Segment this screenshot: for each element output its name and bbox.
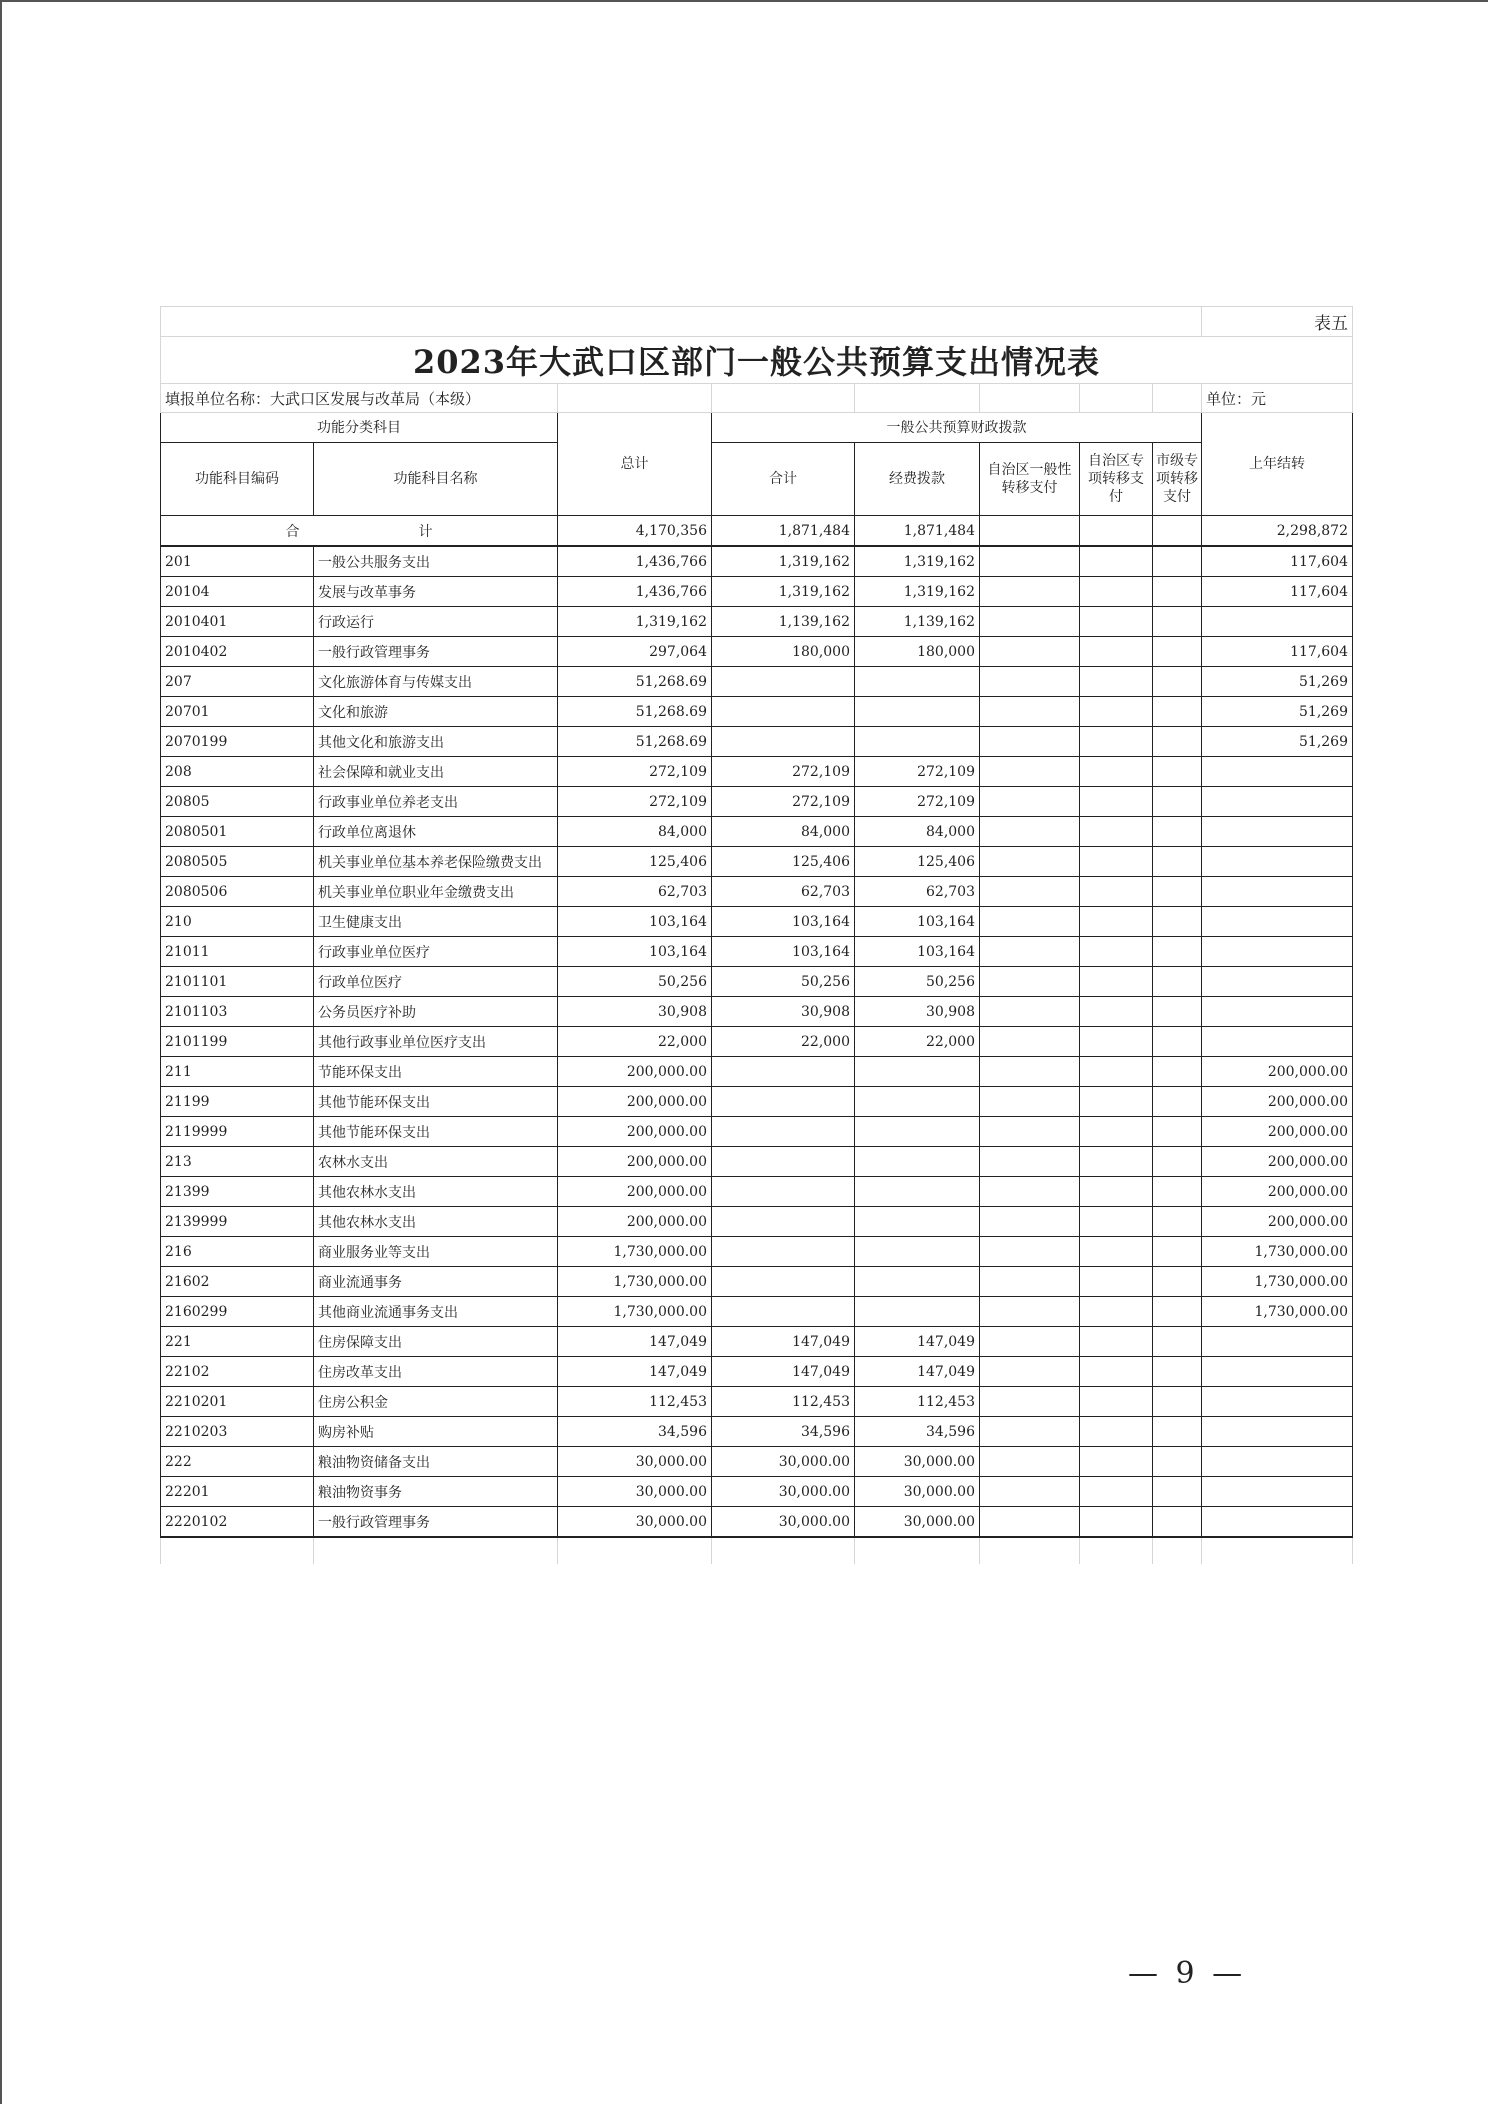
cell-funds: [855, 1087, 980, 1117]
cell-name: 其他行政事业单位医疗支出: [314, 1027, 558, 1057]
cell-total: 51,268.69: [558, 697, 712, 727]
cell-name: 发展与改革事务: [314, 577, 558, 607]
cell-total: 51,268.69: [558, 667, 712, 697]
unit-row: [161, 384, 1353, 413]
cell-code: 20805: [161, 787, 314, 817]
cell-sum: [712, 1297, 855, 1327]
cell-carryover: [1202, 787, 1353, 817]
cell-code: 222: [161, 1447, 314, 1477]
cell-name: 住房改革支出: [314, 1357, 558, 1387]
cell-total: 200,000.00: [558, 1147, 712, 1177]
cell-funds: [855, 667, 980, 697]
table-row: [161, 937, 1353, 967]
cell-name: 粮油物资储备支出: [314, 1447, 558, 1477]
cell-carryover: 117,604: [1202, 546, 1353, 577]
cell-sum: [712, 1267, 855, 1297]
cell-funds: 62,703: [855, 877, 980, 907]
cell-name: 农林水支出: [314, 1147, 558, 1177]
cell-name: 其他商业流通事务支出: [314, 1297, 558, 1327]
header-carryover: 上年结转: [1202, 413, 1353, 516]
page-number: — 9 —: [1128, 1956, 1247, 1991]
table-row: [161, 1507, 1353, 1538]
cell-funds: [855, 1237, 980, 1267]
header-gen-group: 一般公共预算财政拨款: [712, 413, 1202, 443]
cell-code: 208: [161, 757, 314, 787]
cell-code: 2101101: [161, 967, 314, 997]
cell-code: 201: [161, 546, 314, 577]
cell-name: 行政单位离退休: [314, 817, 558, 847]
cell-funds: [855, 1057, 980, 1087]
table-row: [161, 577, 1353, 607]
cell-name: 购房补贴: [314, 1417, 558, 1447]
cell-total: 297,064: [558, 637, 712, 667]
cell-funds: 147,049: [855, 1327, 980, 1357]
table-row: [161, 607, 1353, 637]
cell-code: 210: [161, 907, 314, 937]
table-row: [161, 637, 1353, 667]
cell-carryover: [1202, 1477, 1353, 1507]
cell-sum: 22,000: [712, 1027, 855, 1057]
cell-name: 商业流通事务: [314, 1267, 558, 1297]
cell-sum: 125,406: [712, 847, 855, 877]
total-label-a: 合: [285, 523, 300, 540]
cell-carryover: [1202, 757, 1353, 787]
cell-sum: [712, 1057, 855, 1087]
cell-name: 一般公共服务支出: [314, 546, 558, 577]
cell-sum: 147,049: [712, 1357, 855, 1387]
cell-code: 2010402: [161, 637, 314, 667]
cell-carryover: [1202, 937, 1353, 967]
cell-carryover: 51,269: [1202, 697, 1353, 727]
cell-sum: [712, 1117, 855, 1147]
cell-funds: 34,596: [855, 1417, 980, 1447]
table-row: [161, 1297, 1353, 1327]
cell-name: 节能环保支出: [314, 1057, 558, 1087]
total-label-b: 计: [418, 523, 433, 540]
cell-code: 211: [161, 1057, 314, 1087]
cell-name: 公务员医疗补助: [314, 997, 558, 1027]
cell-sum: [712, 667, 855, 697]
cell-funds: 30,000.00: [855, 1507, 980, 1538]
cell-code: 2080506: [161, 877, 314, 907]
cell-sum: 30,000.00: [712, 1447, 855, 1477]
header-name: 功能科目名称: [314, 443, 558, 516]
header-total: 总计: [558, 413, 712, 516]
unit-name: 填报单位名称：大武口区发展与改革局（本级）: [161, 384, 558, 413]
header-code: 功能科目编码: [161, 443, 314, 516]
cell-funds: 103,164: [855, 937, 980, 967]
cell-carryover: 51,269: [1202, 727, 1353, 757]
cell-carryover: [1202, 607, 1353, 637]
cell-total: 112,453: [558, 1387, 712, 1417]
cell-code: 21011: [161, 937, 314, 967]
cell-funds: [855, 1117, 980, 1147]
header-funds: 经费拨款: [855, 443, 980, 516]
header-city-special: 市级专项转移支付: [1153, 443, 1202, 516]
cell-carryover: [1202, 877, 1353, 907]
cell-total: 272,109: [558, 787, 712, 817]
cell-name: 其他节能环保支出: [314, 1117, 558, 1147]
cell-total: 30,000.00: [558, 1507, 712, 1538]
cell-carryover: 200,000.00: [1202, 1147, 1353, 1177]
cell-carryover: [1202, 1387, 1353, 1417]
table-row: [161, 1357, 1353, 1387]
cell-carryover: [1202, 817, 1353, 847]
cell-name: 一般行政管理事务: [314, 1507, 558, 1538]
table-row: [161, 877, 1353, 907]
cell-code: 2101199: [161, 1027, 314, 1057]
cell-sum: 272,109: [712, 787, 855, 817]
header-region-general: 自治区一般性转移支付: [980, 443, 1080, 516]
cell-total: 103,164: [558, 937, 712, 967]
table-row: [161, 1177, 1353, 1207]
cell-sum: 30,000.00: [712, 1507, 855, 1538]
cell-name: 文化和旅游: [314, 697, 558, 727]
cell-carryover: 117,604: [1202, 577, 1353, 607]
cell-funds: [855, 1207, 980, 1237]
cell-code: 221: [161, 1327, 314, 1357]
header-row-1: [161, 413, 1353, 443]
cell-code: 2139999: [161, 1207, 314, 1237]
cell-name: 其他节能环保支出: [314, 1087, 558, 1117]
cell-total: 272,109: [558, 757, 712, 787]
cell-sum: 147,049: [712, 1327, 855, 1357]
cell-sum: 62,703: [712, 877, 855, 907]
cell-carryover: [1202, 1447, 1353, 1477]
cell-code: 2101103: [161, 997, 314, 1027]
budget-sheet: [160, 306, 1350, 1564]
cell-funds: 30,000.00: [855, 1477, 980, 1507]
cell-name: 行政运行: [314, 607, 558, 637]
cell-total: 200,000.00: [558, 1117, 712, 1147]
table-row: [161, 1147, 1353, 1177]
cell-name: 其他农林水支出: [314, 1207, 558, 1237]
cell-total: 30,000.00: [558, 1477, 712, 1507]
cell-code: 22102: [161, 1357, 314, 1387]
total-funds: 1,871,484: [855, 516, 980, 547]
unit-currency: 单位：元: [1202, 384, 1353, 413]
cell-sum: 50,256: [712, 967, 855, 997]
cell-funds: 1,319,162: [855, 577, 980, 607]
cell-funds: [855, 1177, 980, 1207]
cell-funds: 103,164: [855, 907, 980, 937]
cell-name: 住房保障支出: [314, 1327, 558, 1357]
cell-carryover: [1202, 967, 1353, 997]
cell-name: 其他文化和旅游支出: [314, 727, 558, 757]
cell-name: 商业服务业等支出: [314, 1237, 558, 1267]
cell-funds: 22,000: [855, 1027, 980, 1057]
cell-funds: [855, 727, 980, 757]
cell-sum: 30,908: [712, 997, 855, 1027]
cell-sum: 1,139,162: [712, 607, 855, 637]
cell-code: 21199: [161, 1087, 314, 1117]
cell-sum: 103,164: [712, 937, 855, 967]
cell-name: 粮油物资事务: [314, 1477, 558, 1507]
blank-row: [161, 1537, 1353, 1564]
cell-total: 200,000.00: [558, 1087, 712, 1117]
table-row: [161, 1447, 1353, 1477]
table-row: [161, 1387, 1353, 1417]
cell-funds: 272,109: [855, 757, 980, 787]
cell-name: 文化旅游体育与传媒支出: [314, 667, 558, 697]
cell-code: 2080501: [161, 817, 314, 847]
cell-total: 30,000.00: [558, 1447, 712, 1477]
table-row: [161, 1117, 1353, 1147]
cell-carryover: 200,000.00: [1202, 1057, 1353, 1087]
cell-code: 213: [161, 1147, 314, 1177]
cell-total: 34,596: [558, 1417, 712, 1447]
cell-code: 2210203: [161, 1417, 314, 1447]
cell-carryover: 51,269: [1202, 667, 1353, 697]
table-label-row: [161, 307, 1353, 337]
cell-name: 住房公积金: [314, 1387, 558, 1417]
cell-sum: 34,596: [712, 1417, 855, 1447]
cell-carryover: [1202, 997, 1353, 1027]
cell-funds: 1,139,162: [855, 607, 980, 637]
table-row: [161, 1267, 1353, 1297]
cell-name: 卫生健康支出: [314, 907, 558, 937]
cell-code: 22201: [161, 1477, 314, 1507]
cell-carryover: [1202, 1027, 1353, 1057]
cell-funds: 180,000: [855, 637, 980, 667]
cell-total: 1,436,766: [558, 577, 712, 607]
total-total: 4,170,356: [558, 516, 712, 547]
cell-carryover: [1202, 1417, 1353, 1447]
cell-name: 行政事业单位养老支出: [314, 787, 558, 817]
cell-carryover: 200,000.00: [1202, 1207, 1353, 1237]
cell-carryover: [1202, 847, 1353, 877]
table-row: [161, 667, 1353, 697]
cell-code: 2010401: [161, 607, 314, 637]
header-func-group: 功能分类科目: [161, 413, 558, 443]
cell-carryover: [1202, 1327, 1353, 1357]
cell-funds: [855, 1267, 980, 1297]
cell-total: 62,703: [558, 877, 712, 907]
cell-sum: 180,000: [712, 637, 855, 667]
cell-sum: 272,109: [712, 757, 855, 787]
table-row: [161, 757, 1353, 787]
cell-code: 20701: [161, 697, 314, 727]
table-row: [161, 967, 1353, 997]
table-row: [161, 997, 1353, 1027]
cell-sum: [712, 1147, 855, 1177]
table-row: [161, 1207, 1353, 1237]
cell-funds: 30,000.00: [855, 1447, 980, 1477]
cell-funds: [855, 697, 980, 727]
cell-carryover: 1,730,000.00: [1202, 1267, 1353, 1297]
table-row: [161, 1327, 1353, 1357]
total-label: [161, 516, 558, 547]
cell-funds: 1,319,162: [855, 546, 980, 577]
cell-sum: [712, 697, 855, 727]
cell-total: 125,406: [558, 847, 712, 877]
cell-sum: 112,453: [712, 1387, 855, 1417]
table-row: [161, 546, 1353, 577]
header-region-special: 自治区专项转移支付: [1080, 443, 1153, 516]
page-title: 2023年大武口区部门一般公共预算支出情况表: [161, 337, 1353, 384]
cell-total: 200,000.00: [558, 1057, 712, 1087]
cell-total: 1,730,000.00: [558, 1297, 712, 1327]
cell-code: 216: [161, 1237, 314, 1267]
cell-total: 1,436,766: [558, 546, 712, 577]
budget-table: [160, 306, 1353, 1564]
header-sum: 合计: [712, 443, 855, 516]
cell-total: 51,268.69: [558, 727, 712, 757]
cell-code: 20104: [161, 577, 314, 607]
cell-sum: [712, 1237, 855, 1267]
table-row: [161, 727, 1353, 757]
title-row: [161, 337, 1353, 384]
table-row: [161, 697, 1353, 727]
cell-code: 2070199: [161, 727, 314, 757]
cell-funds: 125,406: [855, 847, 980, 877]
cell-total: 147,049: [558, 1357, 712, 1387]
table-row: [161, 1237, 1353, 1267]
cell-carryover: 117,604: [1202, 637, 1353, 667]
cell-total: 103,164: [558, 907, 712, 937]
cell-funds: 272,109: [855, 787, 980, 817]
cell-code: 2220102: [161, 1507, 314, 1538]
cell-carryover: 1,730,000.00: [1202, 1237, 1353, 1267]
cell-sum: [712, 1207, 855, 1237]
cell-sum: 1,319,162: [712, 577, 855, 607]
cell-total: 200,000.00: [558, 1177, 712, 1207]
cell-code: 21602: [161, 1267, 314, 1297]
cell-total: 50,256: [558, 967, 712, 997]
cell-name: 其他农林水支出: [314, 1177, 558, 1207]
cell-carryover: 200,000.00: [1202, 1177, 1353, 1207]
total-row: [161, 516, 1353, 547]
total-carryover: 2,298,872: [1202, 516, 1353, 547]
cell-sum: 84,000: [712, 817, 855, 847]
cell-total: 1,730,000.00: [558, 1237, 712, 1267]
table-row: [161, 1417, 1353, 1447]
table-row: [161, 1087, 1353, 1117]
cell-name: 社会保障和就业支出: [314, 757, 558, 787]
cell-code: 207: [161, 667, 314, 697]
cell-funds: 30,908: [855, 997, 980, 1027]
table-row: [161, 907, 1353, 937]
cell-funds: [855, 1297, 980, 1327]
cell-name: 机关事业单位基本养老保险缴费支出: [314, 847, 558, 877]
cell-funds: 50,256: [855, 967, 980, 997]
cell-funds: 112,453: [855, 1387, 980, 1417]
cell-code: 21399: [161, 1177, 314, 1207]
cell-name: 机关事业单位职业年金缴费支出: [314, 877, 558, 907]
table-row: [161, 787, 1353, 817]
cell-carryover: 1,730,000.00: [1202, 1297, 1353, 1327]
cell-sum: 30,000.00: [712, 1477, 855, 1507]
cell-code: 2080505: [161, 847, 314, 877]
table-label: 表五: [1202, 307, 1353, 337]
cell-funds: [855, 1147, 980, 1177]
cell-code: 2210201: [161, 1387, 314, 1417]
cell-sum: [712, 727, 855, 757]
table-row: [161, 847, 1353, 877]
cell-sum: 1,319,162: [712, 546, 855, 577]
total-sum: 1,871,484: [712, 516, 855, 547]
cell-code: 2119999: [161, 1117, 314, 1147]
cell-carryover: [1202, 1357, 1353, 1387]
cell-name: 行政单位医疗: [314, 967, 558, 997]
cell-total: 22,000: [558, 1027, 712, 1057]
cell-carryover: [1202, 1507, 1353, 1538]
cell-carryover: 200,000.00: [1202, 1117, 1353, 1147]
cell-total: 200,000.00: [558, 1207, 712, 1237]
cell-carryover: 200,000.00: [1202, 1087, 1353, 1117]
table-row: [161, 1057, 1353, 1087]
cell-total: 1,319,162: [558, 607, 712, 637]
table-row: [161, 1477, 1353, 1507]
cell-funds: 147,049: [855, 1357, 980, 1387]
table-row: [161, 1027, 1353, 1057]
cell-code: 2160299: [161, 1297, 314, 1327]
cell-total: 84,000: [558, 817, 712, 847]
header-row-2: [161, 443, 1353, 516]
cell-total: 1,730,000.00: [558, 1267, 712, 1297]
cell-sum: [712, 1087, 855, 1117]
cell-total: 147,049: [558, 1327, 712, 1357]
cell-total: 30,908: [558, 997, 712, 1027]
cell-funds: 84,000: [855, 817, 980, 847]
cell-sum: 103,164: [712, 907, 855, 937]
cell-sum: [712, 1177, 855, 1207]
table-row: [161, 817, 1353, 847]
cell-name: 一般行政管理事务: [314, 637, 558, 667]
cell-name: 行政事业单位医疗: [314, 937, 558, 967]
cell-carryover: [1202, 907, 1353, 937]
